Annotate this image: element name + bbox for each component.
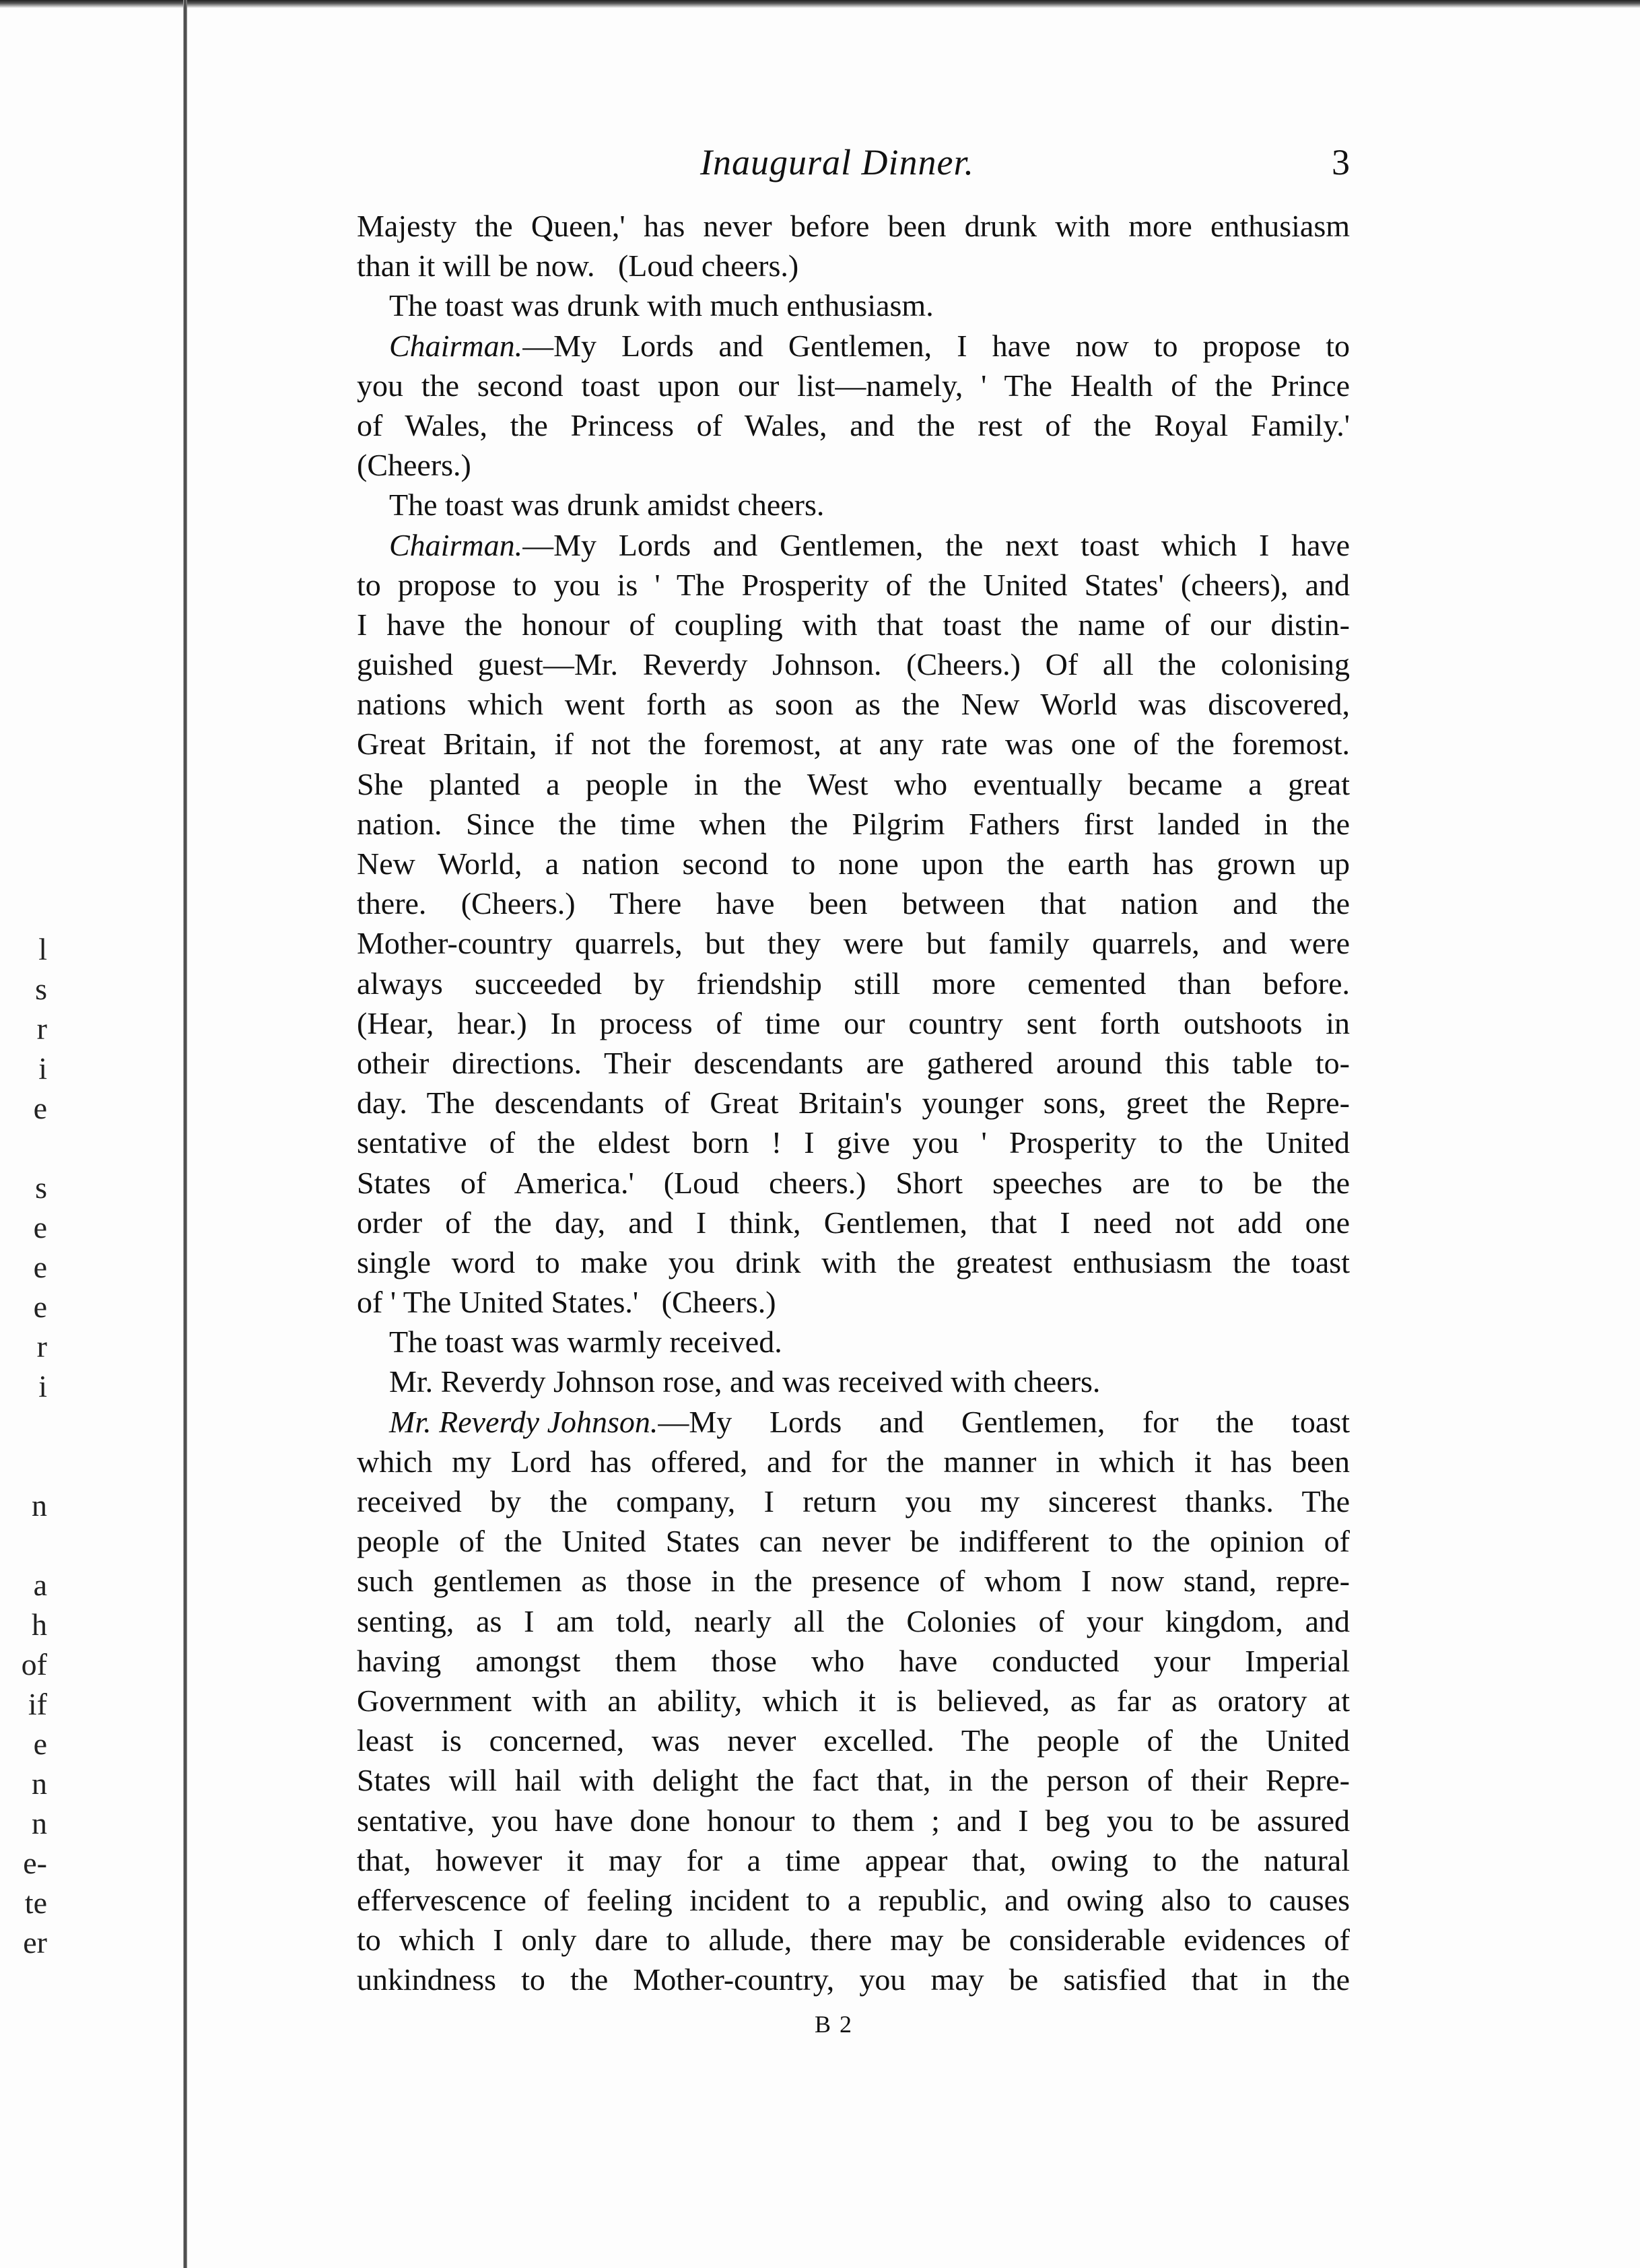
facing-page-bleed xyxy=(0,929,61,1962)
line-text: I have the honour of coupling with that toast the name of our distin- xyxy=(357,607,1350,642)
line-text: of ' The United States.' (Cheers.) xyxy=(357,1285,776,1320)
line-text: nation. Since the time when the Pilgrim Fathers first landed in the xyxy=(357,806,1350,841)
speaker-name: Chairman. xyxy=(389,527,523,562)
gutter-fold-line xyxy=(183,0,187,2268)
text-line xyxy=(357,405,1350,445)
bleed-fragment: of xyxy=(21,1647,47,1681)
line-text: States of America.' (Loud cheers.) Short speeches are to be the xyxy=(357,1165,1350,1200)
text-line xyxy=(357,206,1350,246)
line-text: to propose to you is ' The Prosperity of the United States' (cheers), and xyxy=(357,567,1350,602)
bleed-fragment: e xyxy=(33,1250,47,1284)
line-text: which my Lord has offered, and for the manner in which it has been xyxy=(357,1444,1350,1479)
text-line xyxy=(357,644,1350,684)
text-line xyxy=(357,1402,1350,1442)
text-line xyxy=(357,804,1350,844)
text-line xyxy=(357,1801,1350,1840)
text-line xyxy=(357,246,1350,286)
line-text: —My Lords and Gentlemen, for the toast xyxy=(658,1404,1350,1439)
line-text: New World, a nation second to none upon the earth has grown up xyxy=(357,846,1350,881)
text-line xyxy=(357,1681,1350,1721)
text-line xyxy=(357,1561,1350,1601)
line-text: than it will be now. (Loud cheers.) xyxy=(357,248,799,284)
running-head: Inaugural Dinner. xyxy=(700,142,974,182)
bleed-fragment: e xyxy=(33,1210,47,1244)
text-line xyxy=(357,684,1350,724)
line-text: Government with an ability, which it is believed, as far as oratory at xyxy=(357,1683,1350,1718)
line-text: unkindness to the Mother-country, you may be satisfied that in the xyxy=(357,1962,1350,1997)
text-line xyxy=(357,1601,1350,1641)
line-text: Mr. Reverdy Johnson rose, and was received with cheers. xyxy=(389,1364,1101,1399)
bleed-fragment: a xyxy=(33,1568,47,1602)
line-text: The toast was drunk amidst cheers. xyxy=(389,488,825,523)
bleed-fragment: e xyxy=(33,1727,47,1761)
text-line xyxy=(357,1282,1350,1322)
bleed-fragment: er xyxy=(23,1925,47,1960)
bleed-fragment xyxy=(0,1128,47,1168)
line-text: Great Britain, if not the foremost, at any rate was one of the foremost. xyxy=(357,727,1350,762)
bleed-fragment xyxy=(0,1446,47,1486)
text-line xyxy=(357,724,1350,764)
bleed-fragment xyxy=(0,1525,47,1565)
text-line xyxy=(357,1083,1350,1123)
text-line xyxy=(357,923,1350,963)
bleed-fragment: e xyxy=(33,1091,47,1125)
text-line xyxy=(357,605,1350,644)
text-line xyxy=(357,1362,1350,1401)
text-line xyxy=(357,844,1350,883)
line-text: having amongst them those who have conducted your Imperial xyxy=(357,1643,1350,1678)
text-line xyxy=(357,764,1350,804)
line-text: of Wales, the Princess of Wales, and the rest of the Royal Family.' xyxy=(357,407,1350,442)
bleed-fragment: l xyxy=(38,932,47,966)
text-line xyxy=(357,1442,1350,1481)
bleed-fragment xyxy=(0,1406,47,1446)
bleed-fragment: r xyxy=(36,1011,47,1046)
line-text: day. The descendants of Great Britain's younger sons, greet the Repre- xyxy=(357,1086,1350,1121)
text-line xyxy=(357,1123,1350,1162)
line-text: The toast was warmly received. xyxy=(389,1325,782,1360)
text-line xyxy=(357,326,1350,366)
bleed-fragment: i xyxy=(38,1369,47,1403)
text-line xyxy=(357,1242,1350,1282)
line-text: people of the United States can never be indifferent to the opinion of xyxy=(357,1524,1350,1559)
line-text: (Hear, hear.) In process of time our country sent forth outshoots in xyxy=(357,1005,1350,1040)
text-line xyxy=(357,445,1350,485)
text-line xyxy=(357,485,1350,525)
text-line xyxy=(357,1760,1350,1800)
text-line xyxy=(357,1203,1350,1242)
line-text: least is concerned, was never excelled. The people of the United xyxy=(357,1723,1350,1758)
text-line xyxy=(357,1840,1350,1880)
line-text: sentative, you have done honour to them ; and I beg you to be assured xyxy=(357,1803,1350,1838)
signature-mark: B 2 xyxy=(815,2011,854,2038)
text-line xyxy=(357,1920,1350,1960)
line-text: there. (Cheers.) There have been between that nation and the xyxy=(357,886,1350,921)
line-text: guished guest—Mr. Reverdy Johnson. (Cheers.) Of all the colonising xyxy=(357,647,1350,682)
line-text: (Cheers.) xyxy=(357,448,471,483)
text-line xyxy=(357,1003,1350,1043)
text-line xyxy=(357,1521,1350,1561)
bleed-fragment: e xyxy=(33,1290,47,1324)
line-text: nations which went forth as soon as the New World was discovered, xyxy=(357,687,1350,722)
page-top-edge xyxy=(0,0,1640,8)
line-text: Mother-country quarrels, but they were but family quarrels, and were xyxy=(357,926,1350,961)
text-line xyxy=(357,1481,1350,1521)
text-line xyxy=(357,286,1350,325)
speaker-name: Chairman. xyxy=(389,328,523,363)
bleed-fragment: i xyxy=(38,1051,47,1086)
bleed-fragment: s xyxy=(35,972,47,1006)
line-text: States will hail with delight the fact that, in the person of their Repre- xyxy=(357,1763,1350,1798)
line-text: The toast was drunk with much enthusiasm. xyxy=(389,288,934,323)
line-text: to which I only dare to allude, there may be considerable evidences of xyxy=(357,1923,1350,1958)
bleed-fragment: n xyxy=(32,1806,47,1840)
text-line xyxy=(357,1322,1350,1362)
line-text: Majesty the Queen,' has never before been drunk with more enthusiasm xyxy=(357,209,1350,243)
line-text: —My Lords and Gentlemen, the next toast which I have xyxy=(522,527,1350,562)
bleed-fragment: te xyxy=(24,1886,47,1920)
text-line xyxy=(357,964,1350,1003)
line-text: sentative of the eldest born ! I give you ' Prosperity to the United xyxy=(357,1125,1350,1160)
line-text: such gentlemen as those in the presence of whom I now stand, repre- xyxy=(357,1564,1350,1599)
page-header xyxy=(357,141,1350,195)
bleed-fragment: r xyxy=(36,1329,47,1364)
bleed-fragment: n xyxy=(32,1488,47,1523)
line-text: you the second toast upon our list—namely, ' The Health of the Prince xyxy=(357,368,1350,403)
page-number: 3 xyxy=(1332,142,1350,182)
line-text: order of the day, and I think, Gentlemen, that I need not add one xyxy=(357,1205,1350,1240)
line-text: that, however it may for a time appear that, owing to the natural xyxy=(357,1842,1350,1877)
line-text: always succeeded by friendship still more cemented than before. xyxy=(357,966,1350,1001)
text-line xyxy=(357,565,1350,605)
line-text: single word to make you drink with the greatest enthusiasm the toast xyxy=(357,1244,1350,1279)
bleed-fragment: if xyxy=(28,1687,47,1721)
text-line xyxy=(357,1641,1350,1681)
text-line xyxy=(357,883,1350,923)
line-text: effervescence of feeling incident to a republic, and owing also to causes xyxy=(357,1882,1350,1917)
bleed-fragment: s xyxy=(35,1170,47,1205)
bleed-fragment: h xyxy=(32,1607,47,1642)
line-text: received by the company, I return you my sincerest thanks. The xyxy=(357,1484,1350,1519)
line-text: senting, as I am told, nearly all the Colonies of your kingdom, and xyxy=(357,1603,1350,1638)
text-line xyxy=(357,1880,1350,1920)
text-line xyxy=(357,1721,1350,1760)
bleed-fragment: n xyxy=(32,1766,47,1801)
text-line xyxy=(357,1163,1350,1203)
text-line xyxy=(357,366,1350,405)
line-text: —My Lords and Gentlemen, I have now to propose to xyxy=(522,328,1350,363)
body-text xyxy=(357,206,1350,1999)
speaker-name: Mr. Reverdy Johnson. xyxy=(389,1404,658,1439)
text-line xyxy=(357,1043,1350,1083)
text-line xyxy=(357,1960,1350,1999)
line-text: otheir directions. Their descendants are gathered around this table to- xyxy=(357,1045,1350,1080)
bleed-fragment: e- xyxy=(23,1846,47,1880)
text-line xyxy=(357,525,1350,565)
line-text: She planted a people in the West who eventually became a great xyxy=(357,766,1350,801)
